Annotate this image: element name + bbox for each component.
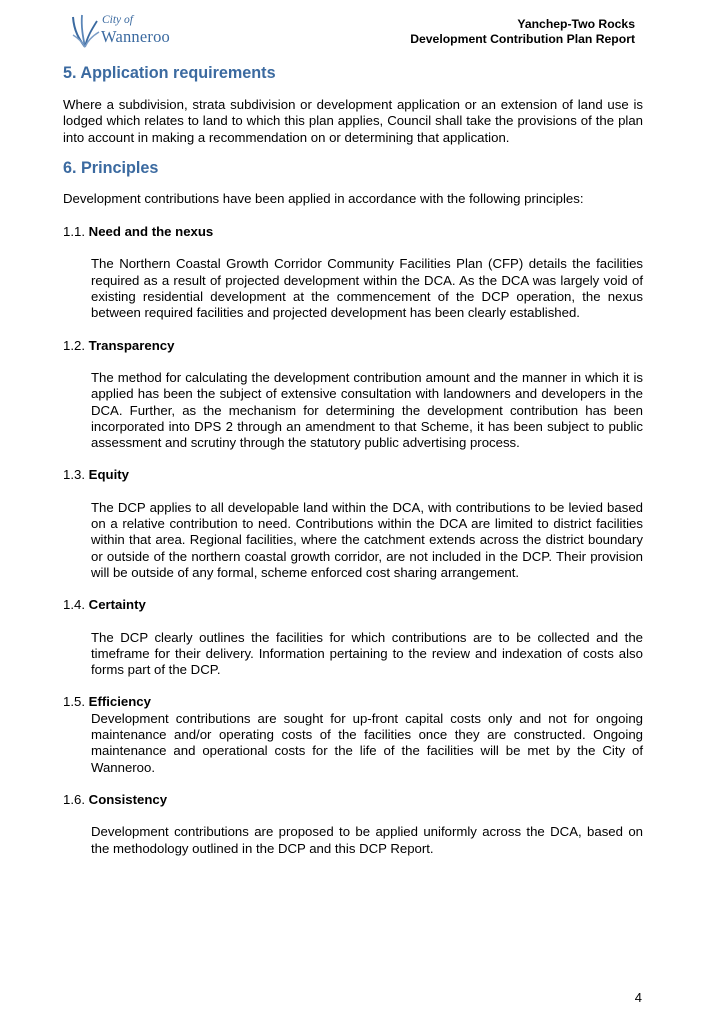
principle-title: Equity <box>88 467 129 483</box>
principle-text: The method for calculating the development contribution amount and the manner in which it is applied has been the subject of extensive consultation with landowners and developers in the DCA. Further, as the mechanism for determining the development contribution has been incorporated into DPS 2 through an amendment to that Scheme, it has been subject to public assessment and scrutiny through the statutory public advertising process. <box>91 369 643 451</box>
principle-heading <box>63 224 643 240</box>
principle-title: Consistency <box>88 791 168 807</box>
principle-heading <box>63 792 643 808</box>
principle-number: 1.2. <box>63 337 85 353</box>
header-title: Yanchep-Two Rocks <box>517 17 635 31</box>
principle-title: Need and the nexus <box>88 224 214 240</box>
document-body <box>63 62 643 857</box>
principle-number: 1.4. <box>63 597 85 613</box>
section-5-heading: 5. Application requirements <box>63 64 276 82</box>
logo-city-text: City of <box>102 14 133 26</box>
principle-text: Development contributions are sought for up-front capital costs only and not for ongoing maintenance and/or operating costs of the facilities once they are constructed. Ongoing maintenance and operational costs for the life of the facilities will be met by the City of Wanneroo. <box>91 710 643 775</box>
principle-text: The DCP applies to all developable land within the DCA, with contributions to be levied based on a relative contribution to need. Contributions within the DCA are limited to district facilities within that area. Regional facilities, where the catchment extends across the district boundary or outside of the northern coastal growth corridor, are not included in the DCP. Their provision will be outside of any formal, scheme enforced cost sharing arrangement. <box>91 499 643 580</box>
logo-name-text: Wanneroo <box>101 27 170 46</box>
principle-heading <box>63 338 643 354</box>
principle-number: 1.3. <box>63 467 85 483</box>
section-6-heading: 6. Principles <box>63 158 159 177</box>
principle-text: The Northern Coastal Growth Corridor Community Facilities Plan (CFP) details the facilities required as a result of projected development within the DCA. As the DCA was largely void of existing residential development at the commencement of the DCP operation, the nexus between required facilities and projected development has been clearly established. <box>91 256 643 321</box>
principle-number: 1.6. <box>63 791 85 807</box>
principle-title: Efficiency <box>88 694 151 710</box>
principle-heading <box>63 597 643 613</box>
principle-number: 1.1. <box>63 224 85 240</box>
city-of-wanneroo-logo <box>70 13 180 49</box>
section-5-paragraph: Where a subdivision, strata subdivision or development application or an extension of land use is lodged which relates to land to which this plan applies, Council shall take the provisions of the plan into account in making a recommendation on or determining that application. <box>63 97 643 145</box>
principle-title: Certainty <box>88 597 146 613</box>
principle-text: Development contributions are proposed to be applied uniformly across the DCA, based on the methodology outlined in the DCP and this DCP Report. <box>91 824 643 856</box>
principle-heading <box>63 467 643 483</box>
banksia-emblem-icon <box>70 13 100 49</box>
principle-number: 1.5. <box>63 694 85 710</box>
section-6-intro: Development contributions have been applied in accordance with the following principles: <box>63 190 584 206</box>
page-number: 4 <box>634 990 642 1005</box>
principle-heading <box>63 694 643 710</box>
header-subtitle: Development Contribution Plan Report <box>410 32 635 46</box>
principle-title: Transparency <box>88 337 175 353</box>
principle-text: The DCP clearly outlines the facilities for which contributions are to be collected and the timeframe for their delivery. Information pertaining to the review and indexation of costs also forms part of the DCP. <box>91 629 643 678</box>
page-header <box>410 17 635 47</box>
